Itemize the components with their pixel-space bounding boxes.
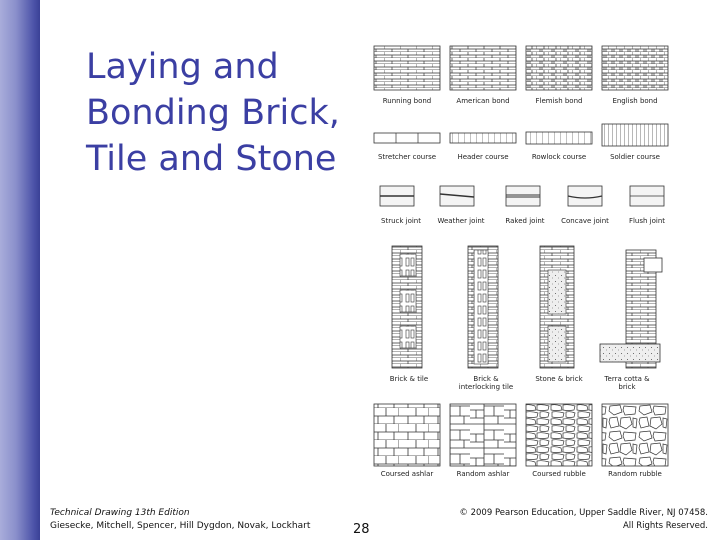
caption-rowlock-course: Rowlock course xyxy=(531,153,587,161)
caption-coursed-rubble: Coursed rubble xyxy=(532,470,586,478)
caption-brick-interlocking-tile: Brick & interlocking tile xyxy=(458,375,514,391)
caption-terra-cotta-brick: Terra cotta & brick xyxy=(604,375,650,391)
caption-brick-tile: Brick & tile xyxy=(389,375,429,383)
running-bond-drawing xyxy=(374,46,440,90)
caption-flemish-bond: Flemish bond xyxy=(535,97,583,105)
random-ashlar-drawing xyxy=(450,404,516,466)
title-line-2: Bonding Brick, xyxy=(86,93,340,133)
title-line-1: Laying and xyxy=(86,47,279,87)
stone-brick-wall-drawing xyxy=(540,246,574,368)
slide-sidebar-band xyxy=(0,0,40,540)
caption-concave-joint: Concave joint xyxy=(561,217,609,225)
caption-english-bond: English bond xyxy=(612,97,658,105)
brick-tile-wall-drawing xyxy=(392,246,422,368)
brick-interlocking-tile-wall-drawing xyxy=(468,246,498,368)
page-number: 28 xyxy=(353,522,370,537)
caption-flush-joint: Flush joint xyxy=(628,217,666,225)
caption-weather-joint: Weather joint xyxy=(437,217,485,225)
rowlock-course-drawing xyxy=(526,132,592,144)
caption-running-bond: Running bond xyxy=(382,97,432,105)
american-bond-drawing xyxy=(450,46,516,90)
footer-edition: Technical Drawing 13th Edition xyxy=(50,508,190,518)
masonry-illustration xyxy=(368,40,672,480)
caption-soldier-course: Soldier course xyxy=(610,153,660,161)
footer-copyright xyxy=(459,507,708,533)
copyright-line-1: © 2009 Pearson Education, Upper Saddle River, NJ 07458. xyxy=(459,508,708,518)
coursed-rubble-drawing xyxy=(526,404,592,466)
caption-header-course: Header course xyxy=(457,153,509,161)
caption-stone-brick: Stone & brick xyxy=(535,375,583,383)
flemish-bond-drawing xyxy=(526,46,592,90)
caption-random-rubble: Random rubble xyxy=(608,470,662,478)
caption-raked-joint: Raked joint xyxy=(505,217,545,225)
coursed-ashlar-drawing xyxy=(374,404,440,466)
copyright-line-2: All Rights Reserved. xyxy=(622,521,708,531)
soldier-course-drawing xyxy=(602,124,668,146)
random-rubble-drawing xyxy=(602,404,668,466)
joint-drawings xyxy=(380,186,664,206)
header-course-drawing xyxy=(450,133,516,143)
caption-random-ashlar: Random ashlar xyxy=(456,470,510,478)
caption-american-bond: American bond xyxy=(456,97,510,105)
caption-struck-joint: Struck joint xyxy=(381,217,421,225)
english-bond-drawing xyxy=(602,46,668,90)
stretcher-course-drawing xyxy=(374,133,440,143)
slide-title xyxy=(86,44,366,182)
caption-stretcher-course: Stretcher course xyxy=(377,153,437,161)
caption-coursed-ashlar: Coursed ashlar xyxy=(380,470,434,478)
terra-cotta-brick-wall-drawing xyxy=(600,250,662,368)
footer-authors: Giesecke, Mitchell, Spencer, Hill Dygdon, Novak, Lockhart xyxy=(50,521,311,531)
title-line-3: Tile and Stone xyxy=(86,139,337,179)
